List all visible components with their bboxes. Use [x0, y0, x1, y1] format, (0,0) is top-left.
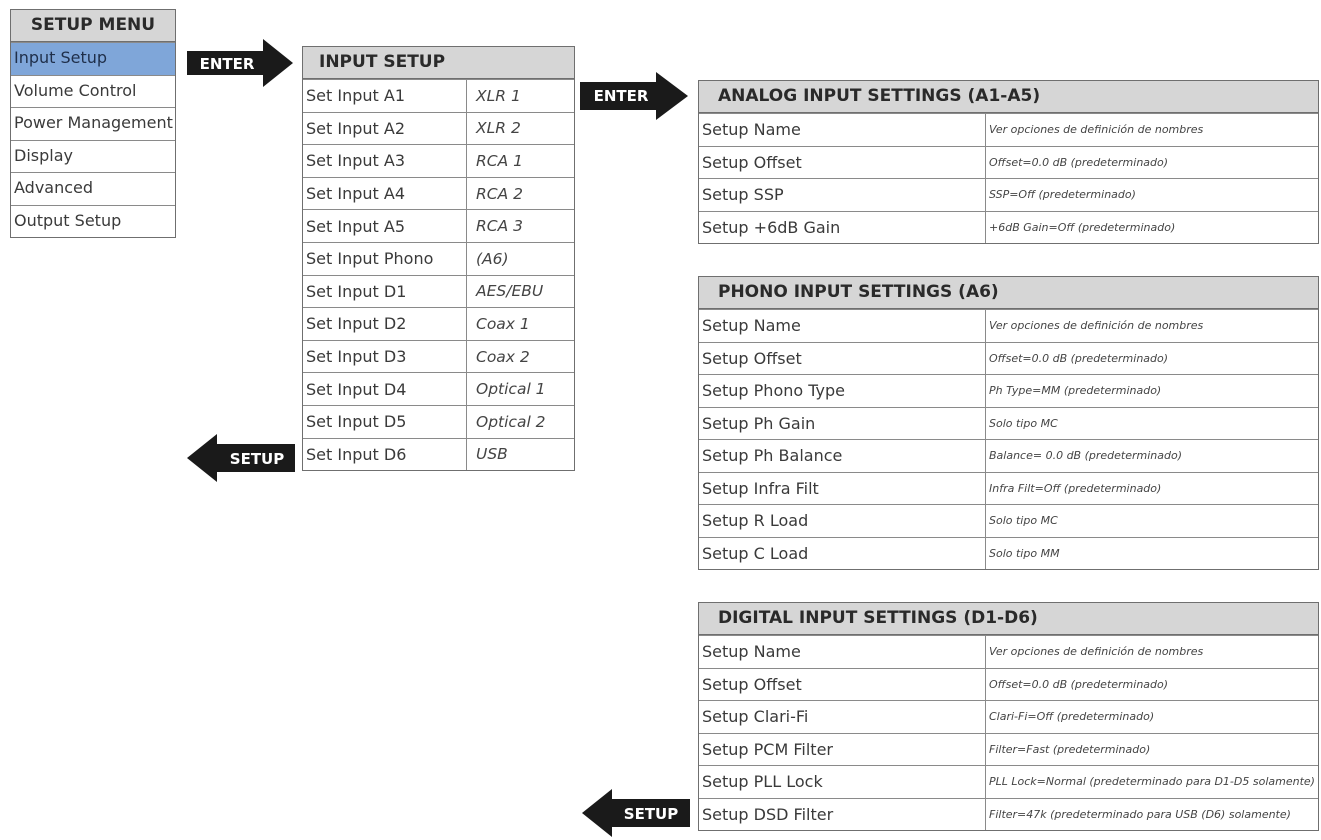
input-setup-panel — [302, 46, 575, 471]
input-name: Set Input D1 — [306, 281, 407, 301]
settings-row[interactable] — [699, 309, 1318, 342]
input-setup-row[interactable] — [303, 177, 574, 210]
input-name: Set Input A2 — [306, 118, 405, 138]
input-name: Set Input D5 — [306, 412, 407, 432]
setup-menu-title: SETUP MENU — [11, 10, 175, 42]
input-name: Set Input A4 — [306, 184, 405, 204]
setting-value: Offset=0.0 dB (predeterminado) — [985, 147, 1318, 179]
setting-name: Setup R Load — [702, 511, 809, 531]
setting-name: Setup SSP — [702, 185, 784, 205]
input-setup-row[interactable] — [303, 144, 574, 177]
setting-name: Setup Name — [702, 316, 801, 336]
input-setup-row[interactable] — [303, 405, 574, 438]
enter-arrow-1-label: ENTER — [199, 55, 255, 73]
setting-name: Setup PCM Filter — [702, 739, 833, 759]
phono-settings-title: PHONO INPUT SETTINGS (A6) — [699, 277, 1318, 309]
setting-value: Solo tipo MC — [985, 408, 1318, 440]
input-value: XLR 2 — [466, 113, 574, 145]
setting-value: Filter=47k (predeterminado para USB (D6) solamente) — [985, 799, 1318, 831]
setting-value: Balance= 0.0 dB (predeterminado) — [985, 440, 1318, 472]
setting-name: Setup Phono Type — [702, 381, 845, 401]
setting-name: Setup +6dB Gain — [702, 217, 841, 237]
input-value: Coax 1 — [466, 308, 574, 340]
setting-name: Setup Ph Gain — [702, 413, 816, 433]
settings-row[interactable] — [699, 635, 1318, 668]
setting-value: Ver opciones de definición de nombres — [985, 114, 1318, 146]
setting-name: Setup Offset — [702, 348, 802, 368]
settings-row[interactable] — [699, 733, 1318, 766]
setting-name: Setup C Load — [702, 543, 809, 563]
setup-arrow-2-label: SETUP — [623, 805, 679, 823]
settings-row[interactable] — [699, 798, 1318, 831]
setup-menu — [10, 9, 176, 238]
input-value: (A6) — [466, 243, 574, 275]
settings-row[interactable] — [699, 178, 1318, 211]
setting-value: Offset=0.0 dB (predeterminado) — [985, 669, 1318, 701]
input-value: RCA 3 — [466, 210, 574, 242]
input-setup-row[interactable] — [303, 209, 574, 242]
digital-settings-title: DIGITAL INPUT SETTINGS (D1-D6) — [699, 603, 1318, 635]
input-setup-title: INPUT SETUP — [303, 47, 574, 79]
setting-value: PLL Lock=Normal (predeterminado para D1-D5 solamente) — [985, 766, 1318, 798]
settings-row[interactable] — [699, 765, 1318, 798]
input-name: Set Input D2 — [306, 314, 407, 334]
phono-input-settings-panel — [698, 276, 1319, 570]
setting-name: Setup Clari-Fi — [702, 707, 809, 727]
setting-name: Setup Infra Filt — [702, 478, 819, 498]
settings-row[interactable] — [699, 504, 1318, 537]
settings-row[interactable] — [699, 472, 1318, 505]
analog-input-settings-panel — [698, 80, 1319, 244]
input-value: USB — [466, 439, 574, 471]
setting-name: Setup Name — [702, 120, 801, 140]
input-value: RCA 2 — [466, 178, 574, 210]
setting-name: Setup Offset — [702, 152, 802, 172]
input-name: Set Input D6 — [306, 444, 407, 464]
menu-item-output-setup[interactable]: Output Setup — [11, 205, 175, 238]
menu-item-advanced[interactable]: Advanced — [11, 172, 175, 205]
input-name: Set Input D3 — [306, 347, 407, 367]
setting-value: Solo tipo MC — [985, 505, 1318, 537]
setting-value: Ver opciones de definición de nombres — [985, 310, 1318, 342]
setting-name: Setup Ph Balance — [702, 446, 843, 466]
enter-arrow-2-label: ENTER — [593, 87, 649, 105]
input-value: AES/EBU — [466, 276, 574, 308]
input-setup-row[interactable] — [303, 372, 574, 405]
digital-input-settings-panel — [698, 602, 1319, 831]
settings-row[interactable] — [699, 374, 1318, 407]
settings-row[interactable] — [699, 700, 1318, 733]
setting-value: SSP=Off (predeterminado) — [985, 179, 1318, 211]
setting-value: Ver opciones de definición de nombres — [985, 636, 1318, 668]
setting-name: Setup Name — [702, 642, 801, 662]
input-value: Optical 2 — [466, 406, 574, 438]
input-value: RCA 1 — [466, 145, 574, 177]
enter-arrow-1 — [187, 39, 297, 87]
setting-name: Setup PLL Lock — [702, 772, 823, 792]
setup-arrow-1-label: SETUP — [229, 450, 285, 468]
input-value: Coax 2 — [466, 341, 574, 373]
input-setup-row[interactable] — [303, 307, 574, 340]
menu-item-power-management[interactable]: Power Management — [11, 107, 175, 140]
input-name: Set Input A5 — [306, 216, 405, 236]
settings-row[interactable] — [699, 211, 1318, 244]
setting-value: Solo tipo MM — [985, 538, 1318, 570]
settings-row[interactable] — [699, 342, 1318, 375]
settings-row[interactable] — [699, 146, 1318, 179]
settings-row[interactable] — [699, 668, 1318, 701]
settings-row[interactable] — [699, 407, 1318, 440]
input-value: XLR 1 — [466, 80, 574, 112]
setting-name: Setup DSD Filter — [702, 804, 834, 824]
settings-row[interactable] — [699, 113, 1318, 146]
setting-name: Setup Offset — [702, 674, 802, 694]
setting-value: Infra Filt=Off (predeterminado) — [985, 473, 1318, 505]
setting-value: Clari-Fi=Off (predeterminado) — [985, 701, 1318, 733]
setting-value: Offset=0.0 dB (predeterminado) — [985, 343, 1318, 375]
input-name: Set Input A3 — [306, 151, 405, 171]
menu-item-volume-control[interactable]: Volume Control — [11, 75, 175, 108]
menu-item-input-setup[interactable]: Input Setup — [11, 42, 175, 75]
menu-item-display[interactable]: Display — [11, 140, 175, 173]
input-setup-row[interactable] — [303, 438, 574, 471]
input-setup-row[interactable] — [303, 340, 574, 373]
analog-settings-title: ANALOG INPUT SETTINGS (A1-A5) — [699, 81, 1318, 113]
setup-arrow-2 — [582, 789, 692, 837]
input-name: Set Input A1 — [306, 86, 405, 106]
setup-arrow-1 — [187, 434, 297, 482]
input-name: Set Input Phono — [306, 249, 434, 269]
setting-value: Filter=Fast (predeterminado) — [985, 734, 1318, 766]
setting-value: +6dB Gain=Off (predeterminado) — [985, 212, 1318, 244]
setting-value: Ph Type=MM (predeterminado) — [985, 375, 1318, 407]
input-setup-row[interactable] — [303, 275, 574, 308]
input-setup-row[interactable] — [303, 242, 574, 275]
input-setup-row[interactable] — [303, 112, 574, 145]
input-value: Optical 1 — [466, 373, 574, 405]
enter-arrow-2 — [580, 72, 692, 120]
settings-row[interactable] — [699, 439, 1318, 472]
settings-row[interactable] — [699, 537, 1318, 570]
input-setup-row[interactable] — [303, 79, 574, 112]
input-name: Set Input D4 — [306, 379, 407, 399]
